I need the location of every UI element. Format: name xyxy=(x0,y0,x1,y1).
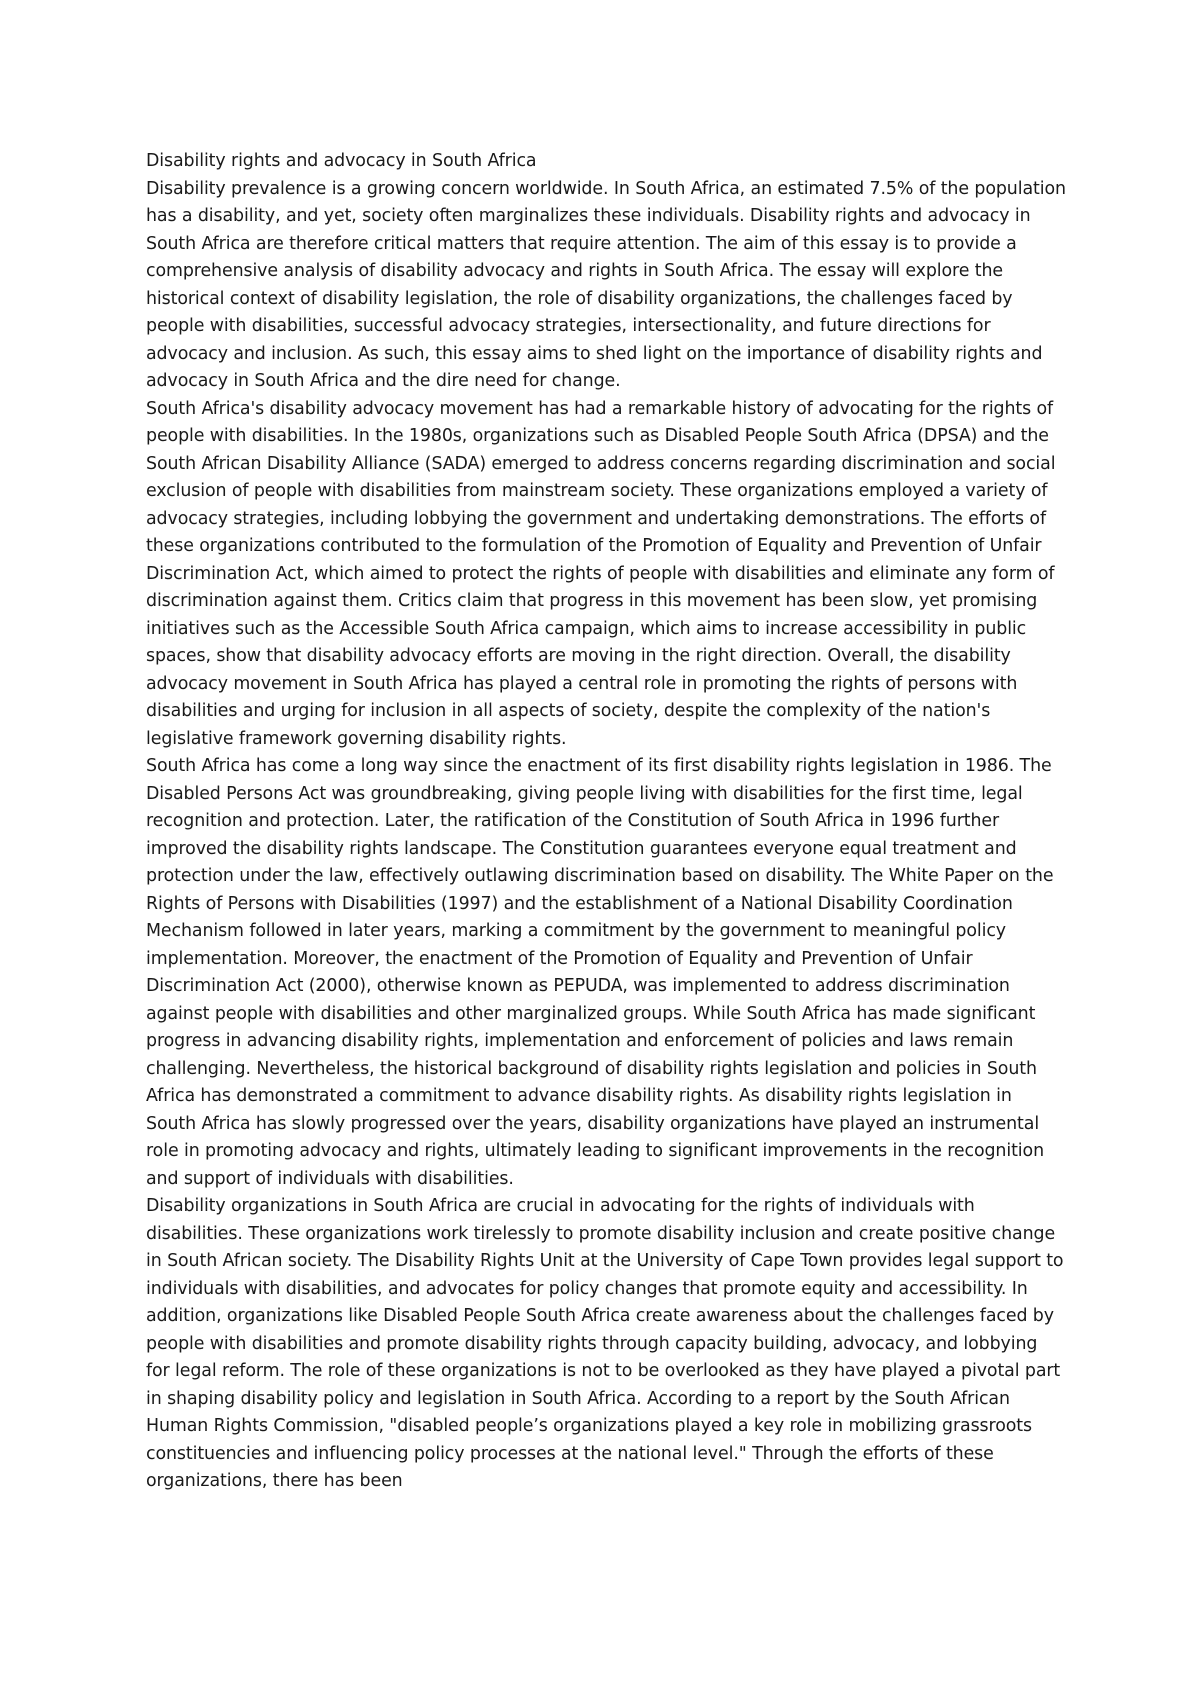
paragraph-disability-organizations: Disability organizations in South Africa are crucial in advocating for the rights of individuals with disabilities. These organizations work tirelessly to promote disability inclusion and create positive change in South African society. The Disability Rights Unit at the University of Cape Town provides legal support to individuals with disabilities, and advocates for policy changes that promote equity and accessibility. In addition, organizations like Disabled People South Africa create awareness about the challenges faced by people with disabilities and promote disability rights through capacity building, advocacy, and lobbying for legal reform. The role of these organizations is not to be overlooked as they have played a pivotal part in shaping disability policy and legislation in South Africa. According to a report by the South African Human Rights Commission, "disabled people’s organizations played a key role in mobilizing grassroots constituencies and influencing policy processes at the national level." Through the efforts of these organizations, there has been xyxy=(146,1196,1064,1491)
document-title: Disability rights and advocacy in South Africa xyxy=(146,151,537,171)
paragraph-introduction: Disability prevalence is a growing concern worldwide. In South Africa, an estimated 7.5% of the population has a disability, and yet, society often marginalizes these individuals. Disability rights and advocacy in South Africa are therefore critical matters that require attention. The aim of this essay is to provide a comprehensive analysis of disability advocacy and rights in South Africa. The essay will explore the historical context of disability legislation, the role of disability organizations, the challenges faced by people with disabilities, successful advocacy strategies, intersectionality, and future directions for advocacy and inclusion. As such, this essay aims to shed light on the importance of disability rights and advocacy in South Africa and the dire need for change. xyxy=(146,178,1066,391)
paragraph-legislation-history: South Africa has come a long way since the enactment of its first disability rights legislation in 1986. The Disabled Persons Act was groundbreaking, giving people living with disabilities for the first time, legal recognition and protection. Later, the ratification of the Constitution of South Africa in 1996 further improved the disability rights landscape. The Constitution guarantees everyone equal treatment and protection under the law, effectively outlawing discrimination based on disability. The White Paper on the Rights of Persons with Disabilities (1997) and the establishment of a National Disability Coordination Mechanism followed in later years, marking a commitment by the government to meaningful policy implementation. Moreover, the enactment of the Promotion of Equality and Prevention of Unfair Discrimination Act (2000), otherwise known as PEPUDA, was implemented to address discrimination against people with disabilities and other marginalized groups. While South Africa has made significant progress in advancing disability rights, implementation and enforcement of policies and laws remain challenging. Nevertheless, the historical background of disability rights legislation and policies in South Africa has demonstrated a commitment to advance disability rights. As disability rights legislation in South Africa has slowly progressed over the years, disability organizations have played an instrumental role in promoting advocacy and rights, ultimately leading to significant improvements in the recognition and support of individuals with disabilities. xyxy=(146,756,1054,1189)
paragraph-advocacy-movement: South Africa's disability advocacy movement has had a remarkable history of advocating for the rights of people with disabilities. In the 1980s, organizations such as Disabled People South Africa (DPSA) and the South African Disability Alliance (SADA) emerged to address concerns regarding discrimination and social exclusion of people with disabilities from mainstream society. These organizations employed a variety of advocacy strategies, including lobbying the government and undertaking demonstrations. The efforts of these organizations contributed to the formulation of the Promotion of Equality and Prevention of Unfair Discrimination Act, which aimed to protect the rights of people with disabilities and eliminate any form of discrimination against them. Critics claim that progress in this movement has been slow, yet promising initiatives such as the Accessible South Africa campaign, which aims to increase accessibility in public spaces, show that disability advocacy efforts are moving in the right direction. Overall, the disability advocacy movement in South Africa has played a central role in promoting the rights of persons with disabilities and urging for inclusion in all aspects of society, despite the complexity of the nation's legislative framework governing disability rights. xyxy=(146,398,1056,749)
document-body xyxy=(146,148,1066,1496)
